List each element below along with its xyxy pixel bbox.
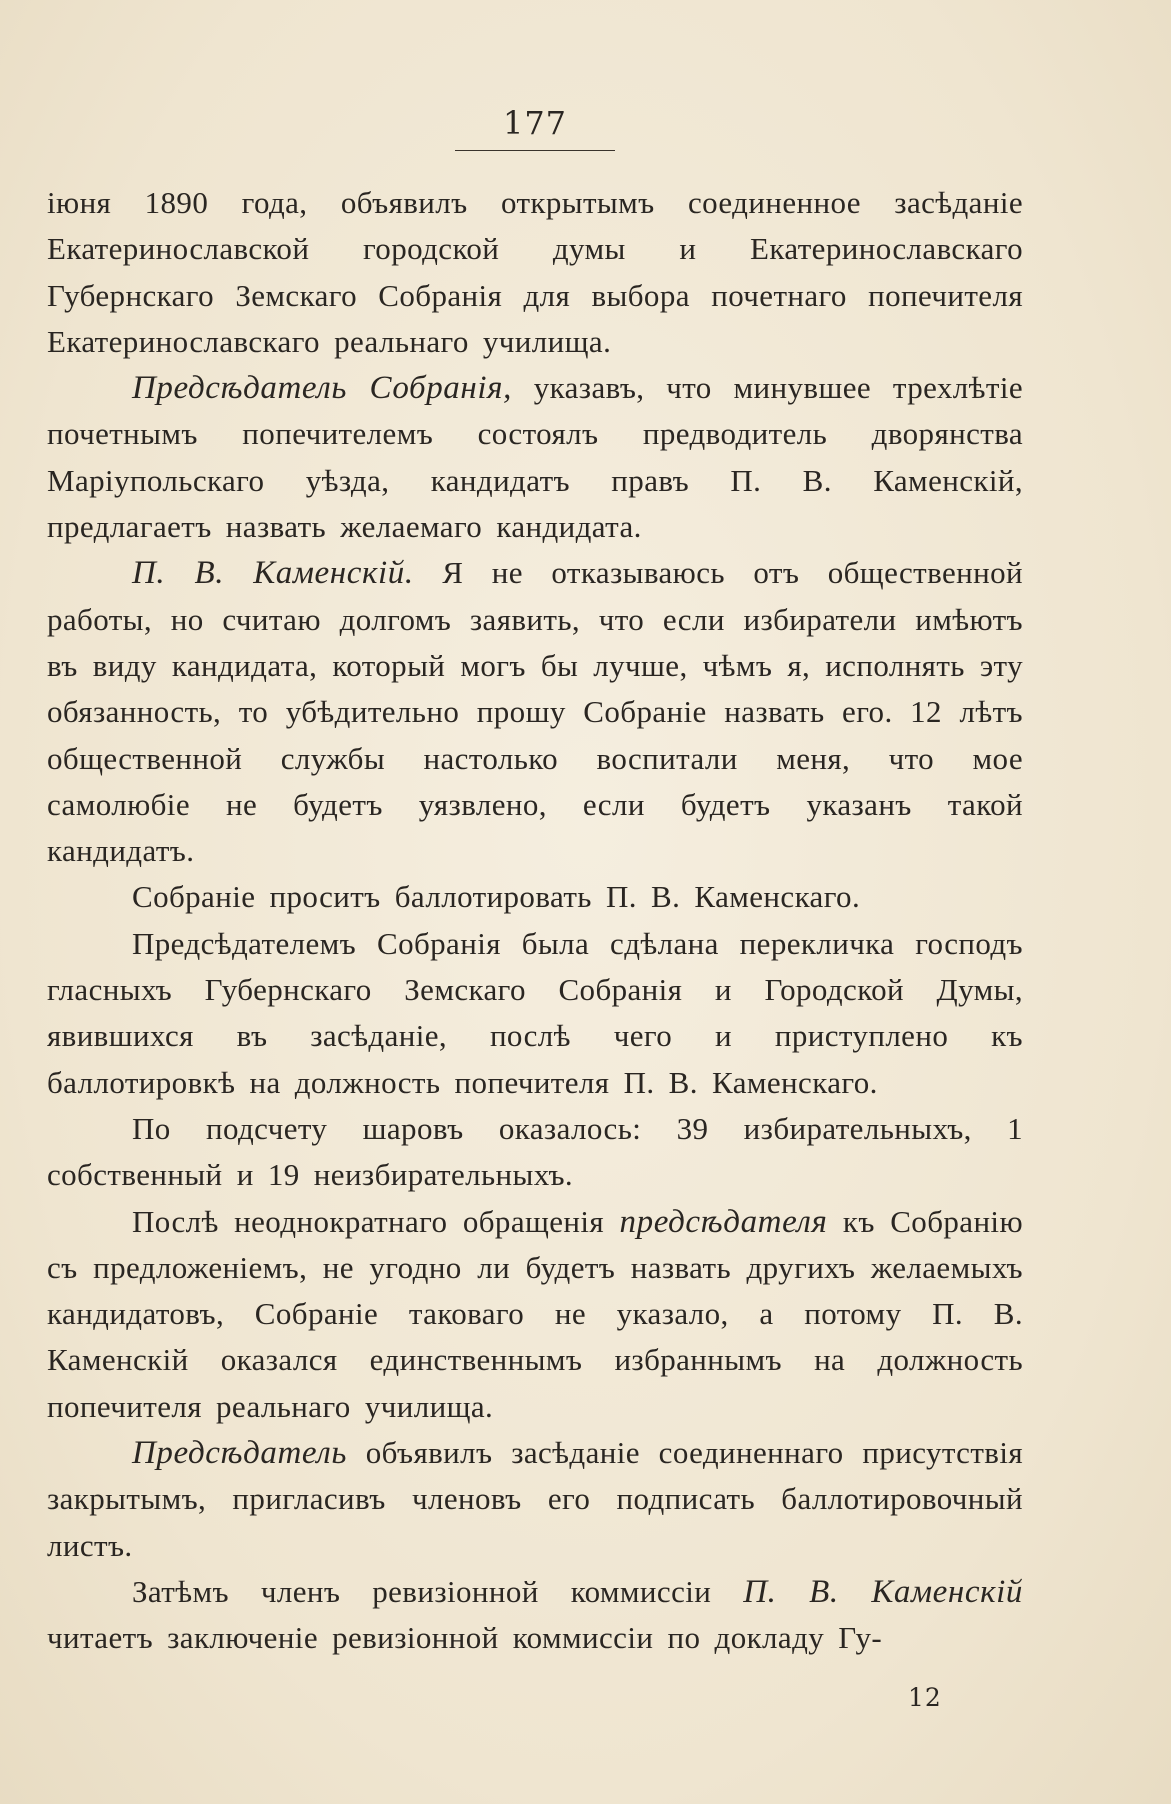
paragraph-text: Собраніе проситъ баллотировать П. В. Каменскаго.: [132, 879, 861, 915]
paragraph-6: [47, 1106, 1023, 1199]
paragraph-text: Послѣ неоднократнаго обращенія: [132, 1203, 620, 1239]
paragraph-text: къ Собранію съ предложеніемъ, не угодно ли будетъ назвать другихъ желаемыхъ кандидатовъ, Собраніе таковаго не указало, а потому П. В. Каменскій оказался единственнымъ избраннымъ на должность попечителя реальнаго училища.: [47, 1203, 1024, 1424]
paragraph-1: [47, 180, 1023, 365]
paragraph-7: [47, 1199, 1023, 1430]
paragraph-9: [47, 1569, 1023, 1662]
paragraph-5: [47, 921, 1023, 1106]
signature-mark: 12: [908, 1683, 942, 1712]
paragraph-text: читаетъ заключеніе ревизіонной коммиссіи по докладу Гу-: [47, 1620, 883, 1656]
paragraph-text: указавъ, что минувшее трехлѣтіе почетнымъ попечителемъ состоялъ предводитель дворянства Маріупольскаго уѣзда, кандидатъ правъ П. В. Каменскій, предлагаетъ назвать желаемаго кандидата.: [47, 370, 1023, 545]
paragraph-text: Я не отказываюсь отъ общественной работы, но считаю долгомъ заявить, что если избиратели имѣютъ въ виду кандидата, который могъ бы лучше, чѣмъ я, исполнять эту обязанность, то убѣдительно прошу Собраніе назвать его. 12 лѣтъ общественной службы настолько воспитали меня, что мое самолюбіе не будетъ уязвлено, если будетъ указанъ такой кандидатъ.: [47, 555, 1023, 869]
paragraph-4: [47, 874, 1023, 920]
page-number: 177: [502, 104, 568, 142]
paragraph-8: [47, 1430, 1023, 1569]
speaker-name: П. В. Каменскій.: [132, 555, 414, 592]
speaker-name: Предсѣдатель Собранія,: [132, 370, 512, 407]
paragraph-text: объявилъ засѣданіе соединеннаго присутствія закрытымъ, пригласивъ членовъ его подписать баллотировочный листъ.: [47, 1435, 1023, 1563]
paragraph-2: [47, 365, 1023, 550]
paragraph-text: Затѣмъ членъ ревизіонной коммиссіи: [132, 1573, 744, 1609]
header-rule: [455, 150, 615, 151]
speaker-name: Предсѣдатель: [132, 1435, 347, 1472]
body-text: [47, 180, 1023, 1662]
speaker-name: предсѣдателя: [619, 1203, 828, 1240]
paragraph-text: По подсчету шаровъ оказалось: 39 избирательныхъ, 1 собственный и 19 неизбирательныхъ.: [47, 1110, 1023, 1193]
paragraph-3: [47, 550, 1023, 874]
speaker-name: П. В. Каменскій: [743, 1573, 1024, 1610]
paragraph-text: іюня 1890 года, объявилъ открытымъ соединенное засѣданіе Екатеринославской городской думы и Екатеринославскаго Губернскаго Земскаго Собранія для выбора почетнаго попечителя Екатеринославскаго реальнаго училища.: [47, 185, 1023, 359]
paragraph-text: Предсѣдателемъ Собранія была сдѣлана перекличка господъ гласныхъ Губернскаго Земскаго Собранія и Городской Думы, явившихся въ засѣданіе, послѣ чего и приступлено къ баллотировкѣ на должность попечителя П. В. Каменскаго.: [47, 925, 1023, 1100]
